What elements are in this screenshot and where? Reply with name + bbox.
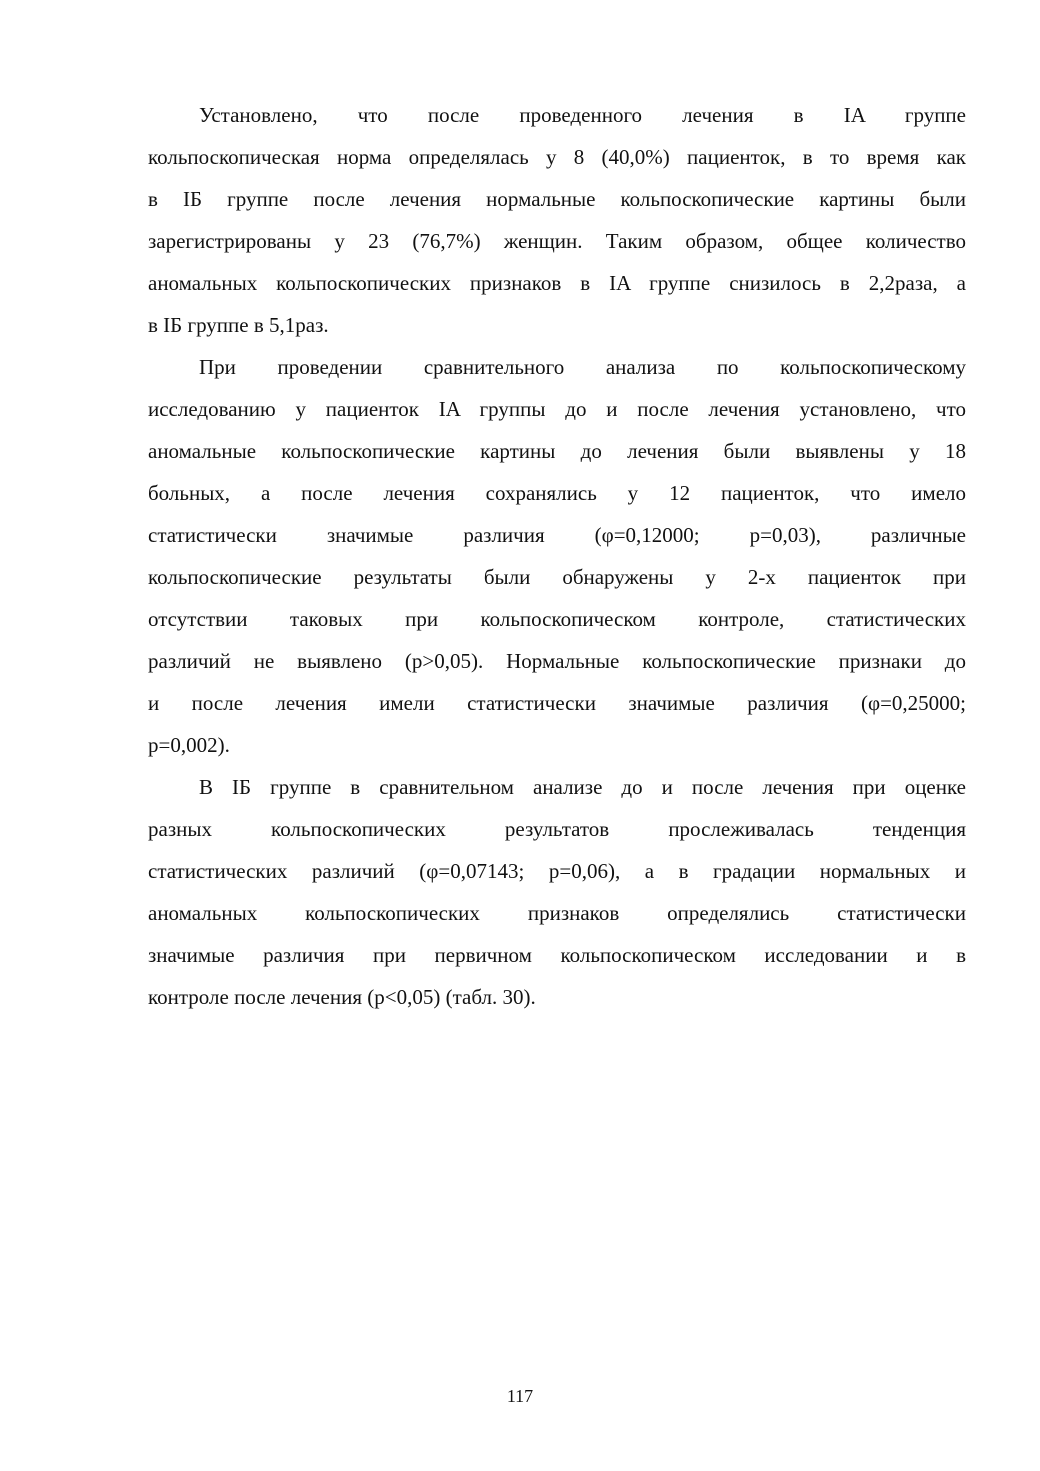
page-number: 117	[506, 1386, 534, 1406]
text-line: р=0,002).	[148, 733, 230, 757]
text-line: и после лечения имели статистически значимые различия (φ=0,25000;	[148, 691, 966, 715]
text-line: в IБ группе после лечения нормальные кольпоскопические картины были	[148, 187, 966, 211]
paragraph-2	[148, 346, 966, 766]
text-line: кольпоскопическая норма определялась у 8 (40,0%) пациенток, в то время как	[148, 145, 966, 169]
text-line: исследованию у пациенток IA группы до и после лечения установлено, что	[148, 397, 966, 421]
text-line: статистически значимые различия (φ=0,12000; р=0,03), различные	[148, 523, 966, 547]
text-line: статистических различий (φ=0,07143; р=0,06), а в градации нормальных и	[148, 859, 966, 883]
text-line: В IБ группе в сравнительном анализе до и после лечения при оценке	[199, 775, 966, 799]
paragraph-3	[148, 766, 966, 1018]
text-line: аномальных кольпоскопических признаков в IA группе снизилось в 2,2раза, а	[148, 271, 966, 295]
paragraph-1	[148, 94, 966, 346]
text-line: разных кольпоскопических результатов прослеживалась тенденция	[148, 817, 966, 841]
text-line: При проведении сравнительного анализа по кольпоскопическому	[199, 355, 966, 379]
text-line: контроле после лечения (р<0,05) (табл. 30).	[148, 985, 536, 1009]
text-line: различий не выявлено (р>0,05). Нормальные кольпоскопические признаки до	[148, 649, 966, 673]
text-line: аномальные кольпоскопические картины до лечения были выявлены у 18	[148, 439, 966, 463]
text-line: аномальных кольпоскопических признаков определялись статистически	[148, 901, 966, 925]
text-line: в IБ группе в 5,1раз.	[148, 313, 329, 337]
text-line: отсутствии таковых при кольпоскопическом контроле, статистических	[148, 607, 966, 631]
text-line: значимые различия при первичном кольпоскопическом исследовании и в	[148, 943, 966, 967]
text-line: кольпоскопические результаты были обнаружены у 2-х пациенток при	[148, 565, 966, 589]
text-line: зарегистрированы у 23 (76,7%) женщин. Таким образом, общее количество	[148, 229, 966, 253]
body-text	[148, 94, 966, 1018]
text-line: Установлено, что после проведенного лечения в IA группе	[199, 103, 966, 127]
text-line: больных, а после лечения сохранялись у 12 пациенток, что имело	[148, 481, 966, 505]
